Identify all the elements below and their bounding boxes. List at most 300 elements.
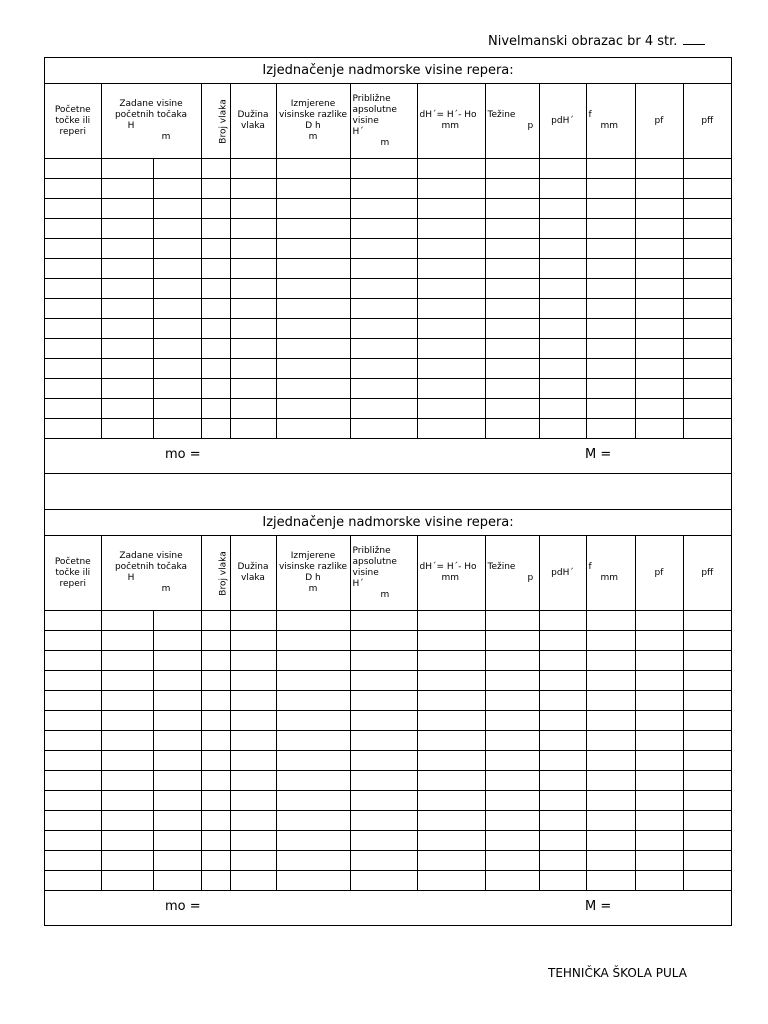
table-cell[interactable]: [201, 359, 230, 379]
table-cell[interactable]: [350, 159, 417, 179]
table-cell[interactable]: [276, 851, 350, 871]
table-cell[interactable]: [683, 259, 731, 279]
table-cell[interactable]: [101, 691, 153, 711]
table-cell[interactable]: [417, 219, 485, 239]
table-cell[interactable]: [683, 399, 731, 419]
table-cell[interactable]: [230, 179, 276, 199]
table-cell[interactable]: [635, 831, 683, 851]
table-cell[interactable]: [276, 651, 350, 671]
table-cell[interactable]: [635, 691, 683, 711]
table-cell[interactable]: [276, 179, 350, 199]
table-cell[interactable]: [101, 359, 153, 379]
table-cell[interactable]: [417, 419, 485, 439]
table-cell[interactable]: [586, 259, 635, 279]
table-cell[interactable]: [683, 239, 731, 259]
table-cell[interactable]: [635, 771, 683, 791]
table-cell[interactable]: [683, 791, 731, 811]
table-cell[interactable]: [683, 219, 731, 239]
table-cell[interactable]: [45, 611, 101, 631]
table-cell[interactable]: [101, 379, 153, 399]
table-cell[interactable]: [635, 339, 683, 359]
table-cell[interactable]: [230, 319, 276, 339]
table-cell[interactable]: [276, 611, 350, 631]
table-cell[interactable]: [153, 419, 201, 439]
table-cell[interactable]: [101, 279, 153, 299]
table-cell[interactable]: [635, 179, 683, 199]
table-cell[interactable]: [635, 651, 683, 671]
table-cell[interactable]: [539, 851, 586, 871]
table-cell[interactable]: [417, 811, 485, 831]
table-cell[interactable]: [230, 259, 276, 279]
table-cell[interactable]: [276, 691, 350, 711]
table-cell[interactable]: [153, 831, 201, 851]
table-cell[interactable]: [276, 399, 350, 419]
table-cell[interactable]: [101, 671, 153, 691]
table-cell[interactable]: [417, 671, 485, 691]
table-cell[interactable]: [635, 419, 683, 439]
table-cell[interactable]: [201, 711, 230, 731]
table-cell[interactable]: [350, 299, 417, 319]
table-cell[interactable]: [230, 399, 276, 419]
table-cell[interactable]: [586, 831, 635, 851]
table-cell[interactable]: [350, 419, 417, 439]
table-cell[interactable]: [586, 851, 635, 871]
table-cell[interactable]: [101, 851, 153, 871]
table-cell[interactable]: [485, 611, 539, 631]
table-cell[interactable]: [350, 399, 417, 419]
table-cell[interactable]: [45, 159, 101, 179]
table-cell[interactable]: [230, 871, 276, 891]
table-cell[interactable]: [683, 771, 731, 791]
table-cell[interactable]: [276, 299, 350, 319]
table-cell[interactable]: [635, 731, 683, 751]
table-cell[interactable]: [485, 871, 539, 891]
table-cell[interactable]: [539, 179, 586, 199]
table-cell[interactable]: [101, 831, 153, 851]
table-cell[interactable]: [230, 159, 276, 179]
table-cell[interactable]: [101, 199, 153, 219]
table-cell[interactable]: [153, 711, 201, 731]
table-cell[interactable]: [350, 791, 417, 811]
table-cell[interactable]: [635, 259, 683, 279]
table-cell[interactable]: [683, 611, 731, 631]
table-cell[interactable]: [350, 259, 417, 279]
table-cell[interactable]: [586, 419, 635, 439]
table-cell[interactable]: [101, 419, 153, 439]
table-cell[interactable]: [276, 711, 350, 731]
table-cell[interactable]: [417, 159, 485, 179]
table-cell[interactable]: [350, 651, 417, 671]
table-cell[interactable]: [539, 771, 586, 791]
table-cell[interactable]: [350, 611, 417, 631]
table-cell[interactable]: [153, 319, 201, 339]
table-cell[interactable]: [539, 319, 586, 339]
table-cell[interactable]: [45, 419, 101, 439]
table-cell[interactable]: [417, 339, 485, 359]
table-cell[interactable]: [635, 159, 683, 179]
table-cell[interactable]: [485, 811, 539, 831]
table-cell[interactable]: [683, 631, 731, 651]
table-cell[interactable]: [539, 359, 586, 379]
table-cell[interactable]: [539, 239, 586, 259]
table-cell[interactable]: [45, 279, 101, 299]
table-cell[interactable]: [276, 831, 350, 851]
table-cell[interactable]: [201, 399, 230, 419]
table-cell[interactable]: [485, 219, 539, 239]
table-cell[interactable]: [276, 731, 350, 751]
table-cell[interactable]: [350, 631, 417, 651]
table-cell[interactable]: [201, 419, 230, 439]
table-cell[interactable]: [101, 259, 153, 279]
table-cell[interactable]: [230, 219, 276, 239]
table-cell[interactable]: [683, 299, 731, 319]
table-cell[interactable]: [153, 651, 201, 671]
table-cell[interactable]: [350, 711, 417, 731]
table-cell[interactable]: [635, 751, 683, 771]
table-cell[interactable]: [201, 851, 230, 871]
table-cell[interactable]: [201, 831, 230, 851]
table-cell[interactable]: [230, 339, 276, 359]
table-cell[interactable]: [539, 691, 586, 711]
table-cell[interactable]: [153, 259, 201, 279]
table-cell[interactable]: [45, 399, 101, 419]
table-cell[interactable]: [350, 851, 417, 871]
table-cell[interactable]: [586, 871, 635, 891]
table-cell[interactable]: [683, 199, 731, 219]
table-cell[interactable]: [417, 179, 485, 199]
table-cell[interactable]: [45, 319, 101, 339]
table-cell[interactable]: [683, 339, 731, 359]
table-cell[interactable]: [276, 339, 350, 359]
table-cell[interactable]: [153, 379, 201, 399]
table-cell[interactable]: [101, 219, 153, 239]
table-cell[interactable]: [586, 671, 635, 691]
table-cell[interactable]: [485, 419, 539, 439]
table-cell[interactable]: [45, 691, 101, 711]
table-cell[interactable]: [153, 811, 201, 831]
table-cell[interactable]: [683, 831, 731, 851]
table-cell[interactable]: [586, 651, 635, 671]
table-cell[interactable]: [485, 831, 539, 851]
table-cell[interactable]: [350, 831, 417, 851]
table-cell[interactable]: [683, 751, 731, 771]
table-cell[interactable]: [201, 199, 230, 219]
table-cell[interactable]: [350, 279, 417, 299]
table-cell[interactable]: [586, 339, 635, 359]
table-cell[interactable]: [635, 791, 683, 811]
table-cell[interactable]: [230, 239, 276, 259]
table-cell[interactable]: [417, 359, 485, 379]
table-cell[interactable]: [635, 199, 683, 219]
table-cell[interactable]: [153, 299, 201, 319]
table-cell[interactable]: [539, 379, 586, 399]
table-cell[interactable]: [635, 399, 683, 419]
table-cell[interactable]: [350, 339, 417, 359]
table-cell[interactable]: [539, 711, 586, 731]
table-cell[interactable]: [230, 831, 276, 851]
table-cell[interactable]: [230, 199, 276, 219]
table-cell[interactable]: [350, 811, 417, 831]
table-cell[interactable]: [153, 731, 201, 751]
table-cell[interactable]: [539, 159, 586, 179]
table-cell[interactable]: [230, 279, 276, 299]
table-cell[interactable]: [417, 299, 485, 319]
table-cell[interactable]: [539, 219, 586, 239]
table-cell[interactable]: [45, 791, 101, 811]
table-cell[interactable]: [586, 611, 635, 631]
table-cell[interactable]: [635, 671, 683, 691]
table-cell[interactable]: [485, 199, 539, 219]
table-cell[interactable]: [230, 771, 276, 791]
table-cell[interactable]: [683, 691, 731, 711]
table-cell[interactable]: [276, 199, 350, 219]
table-cell[interactable]: [485, 711, 539, 731]
table-cell[interactable]: [230, 851, 276, 871]
table-cell[interactable]: [276, 811, 350, 831]
table-cell[interactable]: [276, 631, 350, 651]
table-cell[interactable]: [45, 751, 101, 771]
table-cell[interactable]: [101, 791, 153, 811]
table-cell[interactable]: [201, 239, 230, 259]
table-cell[interactable]: [153, 219, 201, 239]
table-cell[interactable]: [485, 651, 539, 671]
table-cell[interactable]: [539, 631, 586, 651]
table-cell[interactable]: [586, 239, 635, 259]
table-cell[interactable]: [485, 671, 539, 691]
table-cell[interactable]: [485, 631, 539, 651]
table-cell[interactable]: [153, 199, 201, 219]
table-cell[interactable]: [586, 731, 635, 751]
table-cell[interactable]: [45, 731, 101, 751]
table-cell[interactable]: [276, 671, 350, 691]
table-cell[interactable]: [417, 731, 485, 751]
table-cell[interactable]: [683, 851, 731, 871]
table-cell[interactable]: [153, 851, 201, 871]
table-cell[interactable]: [276, 359, 350, 379]
table-cell[interactable]: [539, 259, 586, 279]
table-cell[interactable]: [153, 399, 201, 419]
table-cell[interactable]: [539, 339, 586, 359]
table-cell[interactable]: [539, 399, 586, 419]
table-cell[interactable]: [201, 339, 230, 359]
table-cell[interactable]: [201, 811, 230, 831]
table-cell[interactable]: [230, 631, 276, 651]
table-cell[interactable]: [586, 771, 635, 791]
table-cell[interactable]: [230, 751, 276, 771]
table-cell[interactable]: [485, 259, 539, 279]
table-cell[interactable]: [45, 199, 101, 219]
table-cell[interactable]: [417, 791, 485, 811]
table-cell[interactable]: [153, 751, 201, 771]
table-cell[interactable]: [230, 359, 276, 379]
table-cell[interactable]: [201, 731, 230, 751]
table-cell[interactable]: [635, 239, 683, 259]
table-cell[interactable]: [201, 259, 230, 279]
table-cell[interactable]: [153, 279, 201, 299]
table-cell[interactable]: [45, 711, 101, 731]
table-cell[interactable]: [586, 199, 635, 219]
table-cell[interactable]: [101, 811, 153, 831]
table-cell[interactable]: [153, 671, 201, 691]
table-cell[interactable]: [586, 399, 635, 419]
table-cell[interactable]: [683, 651, 731, 671]
table-cell[interactable]: [485, 159, 539, 179]
table-cell[interactable]: [539, 651, 586, 671]
table-cell[interactable]: [201, 751, 230, 771]
table-cell[interactable]: [276, 419, 350, 439]
table-cell[interactable]: [45, 651, 101, 671]
table-cell[interactable]: [635, 379, 683, 399]
table-cell[interactable]: [45, 239, 101, 259]
table-cell[interactable]: [230, 651, 276, 671]
table-cell[interactable]: [635, 611, 683, 631]
table-cell[interactable]: [417, 651, 485, 671]
table-cell[interactable]: [201, 871, 230, 891]
table-cell[interactable]: [485, 279, 539, 299]
table-cell[interactable]: [201, 179, 230, 199]
table-cell[interactable]: [45, 179, 101, 199]
table-cell[interactable]: [153, 611, 201, 631]
table-cell[interactable]: [153, 631, 201, 651]
table-cell[interactable]: [485, 791, 539, 811]
table-cell[interactable]: [201, 651, 230, 671]
table-cell[interactable]: [350, 219, 417, 239]
table-cell[interactable]: [101, 871, 153, 891]
table-cell[interactable]: [539, 731, 586, 751]
table-cell[interactable]: [485, 851, 539, 871]
table-cell[interactable]: [417, 279, 485, 299]
table-cell[interactable]: [201, 319, 230, 339]
table-cell[interactable]: [230, 731, 276, 751]
table-cell[interactable]: [586, 319, 635, 339]
table-cell[interactable]: [417, 239, 485, 259]
table-cell[interactable]: [276, 239, 350, 259]
table-cell[interactable]: [539, 791, 586, 811]
table-cell[interactable]: [201, 611, 230, 631]
table-cell[interactable]: [101, 711, 153, 731]
table-cell[interactable]: [201, 631, 230, 651]
table-cell[interactable]: [101, 651, 153, 671]
table-cell[interactable]: [201, 771, 230, 791]
table-cell[interactable]: [485, 771, 539, 791]
table-cell[interactable]: [101, 319, 153, 339]
table-cell[interactable]: [417, 199, 485, 219]
table-cell[interactable]: [350, 751, 417, 771]
table-cell[interactable]: [485, 691, 539, 711]
table-cell[interactable]: [417, 691, 485, 711]
table-cell[interactable]: [101, 339, 153, 359]
table-cell[interactable]: [683, 319, 731, 339]
table-cell[interactable]: [276, 751, 350, 771]
table-cell[interactable]: [539, 751, 586, 771]
table-cell[interactable]: [586, 751, 635, 771]
table-cell[interactable]: [683, 711, 731, 731]
table-cell[interactable]: [101, 731, 153, 751]
table-cell[interactable]: [683, 279, 731, 299]
table-cell[interactable]: [586, 359, 635, 379]
table-cell[interactable]: [539, 299, 586, 319]
table-cell[interactable]: [683, 671, 731, 691]
table-cell[interactable]: [586, 179, 635, 199]
table-cell[interactable]: [101, 611, 153, 631]
table-cell[interactable]: [45, 851, 101, 871]
table-cell[interactable]: [350, 179, 417, 199]
table-cell[interactable]: [230, 379, 276, 399]
table-cell[interactable]: [350, 319, 417, 339]
table-cell[interactable]: [485, 319, 539, 339]
table-cell[interactable]: [635, 359, 683, 379]
table-cell[interactable]: [485, 751, 539, 771]
table-cell[interactable]: [417, 631, 485, 651]
table-cell[interactable]: [153, 771, 201, 791]
table-cell[interactable]: [417, 319, 485, 339]
table-cell[interactable]: [101, 631, 153, 651]
table-cell[interactable]: [350, 771, 417, 791]
table-cell[interactable]: [153, 339, 201, 359]
table-cell[interactable]: [201, 219, 230, 239]
table-cell[interactable]: [153, 359, 201, 379]
table-cell[interactable]: [101, 399, 153, 419]
table-cell[interactable]: [539, 199, 586, 219]
table-cell[interactable]: [230, 791, 276, 811]
table-cell[interactable]: [201, 379, 230, 399]
table-cell[interactable]: [45, 379, 101, 399]
table-cell[interactable]: [45, 871, 101, 891]
table-cell[interactable]: [201, 671, 230, 691]
table-cell[interactable]: [635, 811, 683, 831]
table-cell[interactable]: [101, 159, 153, 179]
table-cell[interactable]: [586, 379, 635, 399]
table-cell[interactable]: [101, 751, 153, 771]
table-cell[interactable]: [586, 711, 635, 731]
table-cell[interactable]: [683, 419, 731, 439]
table-cell[interactable]: [45, 631, 101, 651]
table-cell[interactable]: [350, 379, 417, 399]
table-cell[interactable]: [230, 691, 276, 711]
table-cell[interactable]: [201, 791, 230, 811]
table-cell[interactable]: [201, 159, 230, 179]
table-cell[interactable]: [485, 359, 539, 379]
table-cell[interactable]: [276, 259, 350, 279]
table-cell[interactable]: [45, 671, 101, 691]
table-cell[interactable]: [683, 731, 731, 751]
table-cell[interactable]: [276, 871, 350, 891]
table-cell[interactable]: [153, 691, 201, 711]
table-cell[interactable]: [417, 611, 485, 631]
table-cell[interactable]: [635, 851, 683, 871]
table-cell[interactable]: [417, 771, 485, 791]
table-cell[interactable]: [230, 299, 276, 319]
table-cell[interactable]: [635, 279, 683, 299]
table-cell[interactable]: [417, 831, 485, 851]
table-cell[interactable]: [635, 711, 683, 731]
table-cell[interactable]: [153, 871, 201, 891]
table-cell[interactable]: [276, 279, 350, 299]
table-cell[interactable]: [417, 871, 485, 891]
table-cell[interactable]: [485, 239, 539, 259]
table-cell[interactable]: [417, 379, 485, 399]
table-cell[interactable]: [350, 359, 417, 379]
table-cell[interactable]: [539, 811, 586, 831]
table-cell[interactable]: [586, 299, 635, 319]
table-cell[interactable]: [586, 159, 635, 179]
table-cell[interactable]: [683, 871, 731, 891]
table-cell[interactable]: [635, 319, 683, 339]
table-cell[interactable]: [101, 179, 153, 199]
table-cell[interactable]: [485, 379, 539, 399]
table-cell[interactable]: [417, 711, 485, 731]
table-cell[interactable]: [417, 259, 485, 279]
